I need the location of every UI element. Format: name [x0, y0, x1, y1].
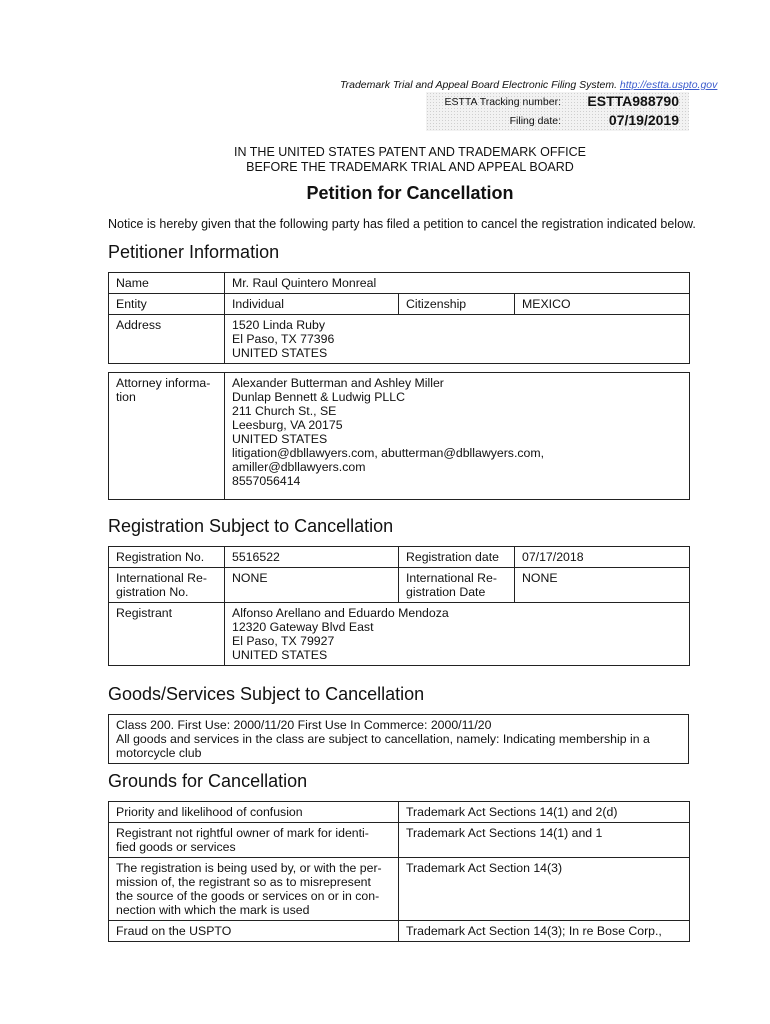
tracking-box — [426, 92, 689, 131]
intl-registration-number-value: NONE — [225, 568, 399, 603]
ground-text: Fraud on the USPTO — [109, 921, 399, 942]
table-row — [109, 823, 690, 858]
grounds-heading: Grounds for Cancellation — [108, 771, 308, 791]
intl-registration-number-label: International Re- gistration No. — [109, 568, 225, 603]
filing-date-value: 07/19/2019 — [608, 112, 679, 128]
table-row — [109, 373, 690, 500]
petitioner-table — [108, 272, 690, 364]
court-line-1: IN THE UNITED STATES PATENT AND TRADEMARK OFFICE — [234, 145, 586, 159]
document-title: Petition for Cancellation — [306, 183, 514, 203]
address-label: Address — [109, 315, 225, 364]
ground-basis: Trademark Act Section 14(3); In re Bose Corp., — [399, 921, 690, 942]
goods-heading: Goods/Services Subject to Cancellation — [108, 684, 425, 704]
goods-text: Class 200. First Use: 2000/11/20 First Use In Commerce: 2000/11/20 All goods and services in the class are subject to cancellation, namely: Indicating membership in a motorcycle club — [108, 714, 689, 764]
filing-date-label: Filing date: — [509, 115, 561, 127]
registration-number-label: Registration No. — [109, 547, 225, 568]
intl-registration-date-label: International Re- gistration Date — [399, 568, 515, 603]
table-row — [109, 858, 690, 921]
name-value: Mr. Raul Quintero Monreal — [225, 273, 690, 294]
estta-system-line — [340, 79, 718, 91]
ground-basis: Trademark Act Sections 14(1) and 2(d) — [399, 802, 690, 823]
table-row — [109, 921, 690, 942]
attorney-value: Alexander Butterman and Ashley Miller Dunlap Bennett & Ludwig PLLC 211 Church St., SE Leesburg, VA 20175 UNITED STATES litigation@dbllawyers.com, abutterman@dbllawyers.com, amiller@dbllawyers.com 8557056414 — [225, 373, 690, 500]
attorney-table — [108, 372, 690, 500]
attorney-label: Attorney informa- tion — [109, 373, 225, 500]
ground-basis: Trademark Act Sections 14(1) and 1 — [399, 823, 690, 858]
ground-text: The registration is being used by, or with the per- mission of, the registrant so as to misrepresent the source of the goods or services on or in con- nection with which the mark is used — [109, 858, 399, 921]
tracking-number-row — [426, 92, 689, 111]
citizenship-label: Citizenship — [399, 294, 515, 315]
registration-date-value: 07/17/2018 — [515, 547, 690, 568]
notice-text: Notice is hereby given that the following party has filed a petition to cancel the registration indicated below. — [108, 217, 696, 231]
entity-label: Entity — [109, 294, 225, 315]
system-text: Trademark Trial and Appeal Board Electronic Filing System. — [340, 79, 617, 91]
ground-text: Registrant not rightful owner of mark for identi- fied goods or services — [109, 823, 399, 858]
table-row — [109, 294, 690, 315]
estta-link[interactable]: http://estta.uspto.gov — [619, 79, 718, 91]
tracking-number-value: ESTTA988790 — [587, 93, 679, 109]
table-row — [109, 603, 690, 666]
grounds-table — [108, 801, 690, 942]
filing-date-row — [426, 111, 689, 130]
registrant-label: Registrant — [109, 603, 225, 666]
table-row — [109, 273, 690, 294]
entity-value: Individual — [225, 294, 399, 315]
court-line-2: BEFORE THE TRADEMARK TRIAL AND APPEAL BOARD — [246, 160, 574, 174]
registrant-value: Alfonso Arellano and Eduardo Mendoza 12320 Gateway Blvd East El Paso, TX 79927 UNITED STATES — [225, 603, 690, 666]
name-label: Name — [109, 273, 225, 294]
tracking-number-label: ESTTA Tracking number: — [444, 96, 561, 108]
ground-basis: Trademark Act Section 14(3) — [399, 858, 690, 921]
registration-number-value: 5516522 — [225, 547, 399, 568]
registration-heading: Registration Subject to Cancellation — [108, 516, 394, 536]
table-row — [109, 568, 690, 603]
registration-table — [108, 546, 690, 666]
petitioner-heading: Petitioner Information — [108, 242, 280, 262]
table-row — [109, 802, 690, 823]
table-row — [109, 547, 690, 568]
registration-date-label: Registration date — [399, 547, 515, 568]
address-value: 1520 Linda Ruby El Paso, TX 77396 UNITED STATES — [225, 315, 690, 364]
citizenship-value: MEXICO — [515, 294, 690, 315]
ground-text: Priority and likelihood of confusion — [109, 802, 399, 823]
table-row — [109, 315, 690, 364]
intl-registration-date-value: NONE — [515, 568, 690, 603]
